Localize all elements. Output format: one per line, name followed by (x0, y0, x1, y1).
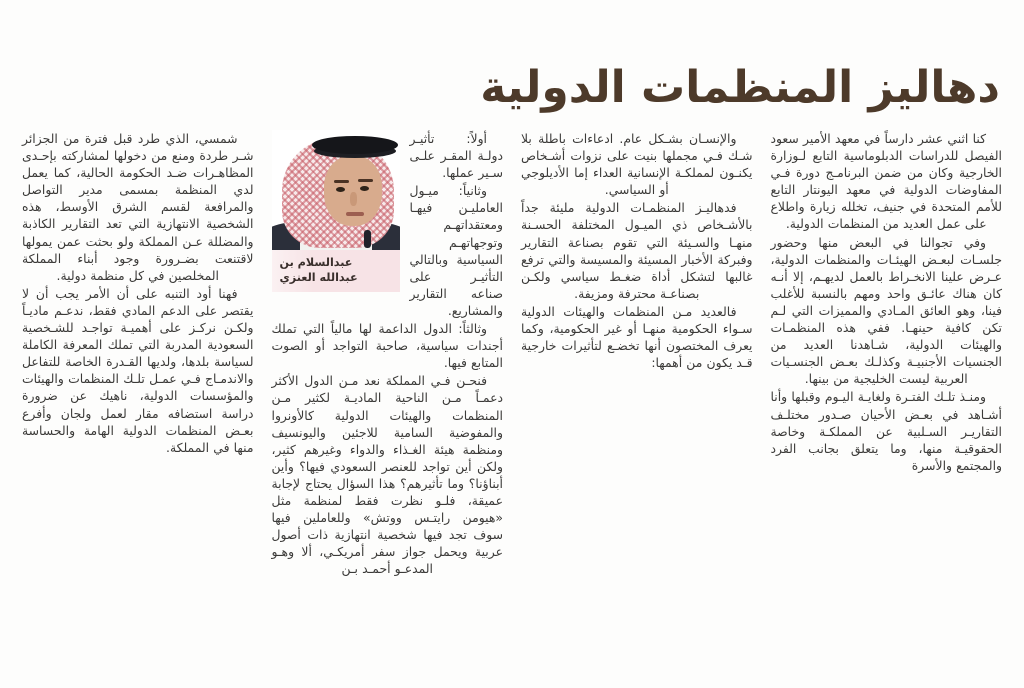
text-column-3 (272, 130, 504, 680)
photo-eyebrow-right (358, 179, 373, 182)
photo-eye-left (336, 187, 345, 192)
photo-igal-cord (312, 136, 398, 154)
headline-row (24, 34, 1000, 144)
author-byline (272, 250, 400, 292)
photo-mouth (346, 212, 364, 216)
author-figure (272, 130, 400, 292)
photo-eyebrow-left (334, 180, 349, 183)
paragraph: فهنا أود التنبه على أن الأمر يجب أن لا يقتصر على الدعم المادي فقط، ندعـم ماديـاً ولكـن نركـز على أهميـة تواجـد للشـخصية السعودية المدربة التي تملك المعرفة الكاملة لسياسة بلدها، ولديها القـدرة الخاصة للتفاعل والاندمـاج فـي عمـل تلـك المنظمات والهيئات والمؤسسات الدولية، ناهيك عن ضرورة دراسة استضافه مقار لعمل ولجان وأفرع بعـض المنظمات الدولية الهامة والحساسة منها في المملكة. (22, 285, 254, 455)
author-name-line-1: عبدالسلام بن (279, 256, 353, 269)
paragraph: فالعديد مـن المنظمات والهيئات الدولية سـواء الحكومية منهـا أو غير الحكومية، وكما يعرف المختصون أنها تخضـع لتأثيرات خارجية قـد يكون من أهمها: (521, 303, 753, 371)
paragraph: ومنـذ تلـك الفتـرة ولغايـة اليـوم وقبلها وأنا أشـاهد في بعـض الأحيان صـدور مختلـف التقاريـر السـلبية عن المملكـة وخاصة الحقوقيـة منها، وما يتعلق بجانب الفرد والمجتمع والأسرة (770, 389, 1002, 473)
paragraph: أولاً: تأثيـر دولـة المقـر علـى سـير عملها. (409, 131, 503, 181)
paragraph: كنا اثني عشر دارساً في معهد الأمير سعود الفيصل للدراسات الدبلوماسية التابع لـوزارة الخارجية وكان من ضمن البرنامـج دورة فـي المفاوضات الدولية في معهد اليونتار التابع للأمم المتحدة في جنيف، تخلله زيارة واطلاع على عمل العديد من المنظمات الدولية. (770, 131, 1002, 232)
photo-eye-right (360, 186, 369, 191)
text-column-2 (521, 130, 753, 680)
paragraph: فنحـن فـي المملكة نعد مـن الدول الأكثر دعمـاً مـن الناحية الماديـة لكثير مـن المنظمات والهيئات الدولية كالأونروا والمفوضية السامية للاجئين واليونسيف ومنظمة هيئة الغـذاء والدواء وغيرهم كثير، ولكن أين تواجد للعنصر السعودي فيها؟ وأين أبناؤنا؟ وما تأثيرهم؟ هذا السؤال يحتاج لإجابة عميقة، فلـو نظرت فقط لمنظمة مثل «هيومن رايتـس ووتش» وللعاملين فيها سوف تجد فيها شخصية انتهازية ذات أصول عربية ويحمل جواز سفر أمريكـي، ألا وهـو المدعـو أحمـد بـن (271, 373, 503, 577)
photo-nose (350, 192, 357, 206)
article-columns (22, 130, 1002, 680)
text-column-4 (22, 130, 254, 680)
paragraph: وثانياً: ميـول العامليـن فيهـا ومعتقداتهـم وتوجهاتهـم السياسية وبالتالي التأثيـر على صناعه التقارير والمشاريع. (409, 183, 503, 318)
photo-microphone (364, 230, 371, 248)
paragraph: وثالثاً: الدول الداعمة لها مالياً التي تملك أجندات سياسية، صاحبة التواجد أو الصوت المتابع فيها. (271, 321, 503, 371)
paragraph: فدهاليـز المنظمـات الدولية مليئة جداً بالأشـخاص ذي الميـول المختلفة الحسـنة منهـا والسـيئة التي تقوم بصناعة التقارير وفبركة الأخبار المسيئة والمسيسة والتي ترفع غالبها لتشكل أداة ضغـط سياسي ولكـن بصناعـة محترفة ومزيفة. (521, 200, 753, 301)
author-name-line-2: عبدالله العنزي (279, 270, 358, 284)
paragraph: وفي تجوالنا في البعض منها وحضور جلسـات لبعـض الهيئـات والمنظمات الدولية، عـرض علينا الانخـراط بالعمل لديهـم، إلا أنـه كان هناك عائـق واحد ومهم بالنسبة للأغلب فينا، وهو العائق المـادي والمميزات التي لـم تكن كافية حينهـا. ففي هذه المنظمـات والهيئات الدولية، شـاهدنا العديد من الجنسيات الأجنبيـة وكذلـك بعـض الجنسـيات العربية ليست الخليجية من بينها. (770, 234, 1002, 387)
author-photo (272, 130, 400, 250)
page-title: دهاليز المنظمات الدولية (480, 62, 1000, 114)
paragraph: شمسي، الذي طرد قبل فترة من الجزائر شـر طردة ومنع من دخولها لمشاركته بإحـدى المظاهـرات ضـد الحكومة الحالية، كما يعمل لدي المنظمة بمسمى مدير التواصل والمرافعة لقسم الشرق الأوسط، هذه الشخصية الانتهازية التي تعد التقارير الكاذبة والمضللة عـن المملكة ولو بحثت عمن يمولها لاقتنعت بضـرورة وجود أبناء المملكة المخلصين في كل منظمة دولية. (22, 131, 254, 283)
paragraph: والإنسـان بشـكل عام. ادعاءات باطلة بلا شـك فـي مجملها بنيت على نزوات أشـخاص يكنـون لمملكـة الإنسانية العداء إما الأديلوجي أو السياسي. (521, 131, 753, 198)
text-column-1 (771, 130, 1003, 680)
